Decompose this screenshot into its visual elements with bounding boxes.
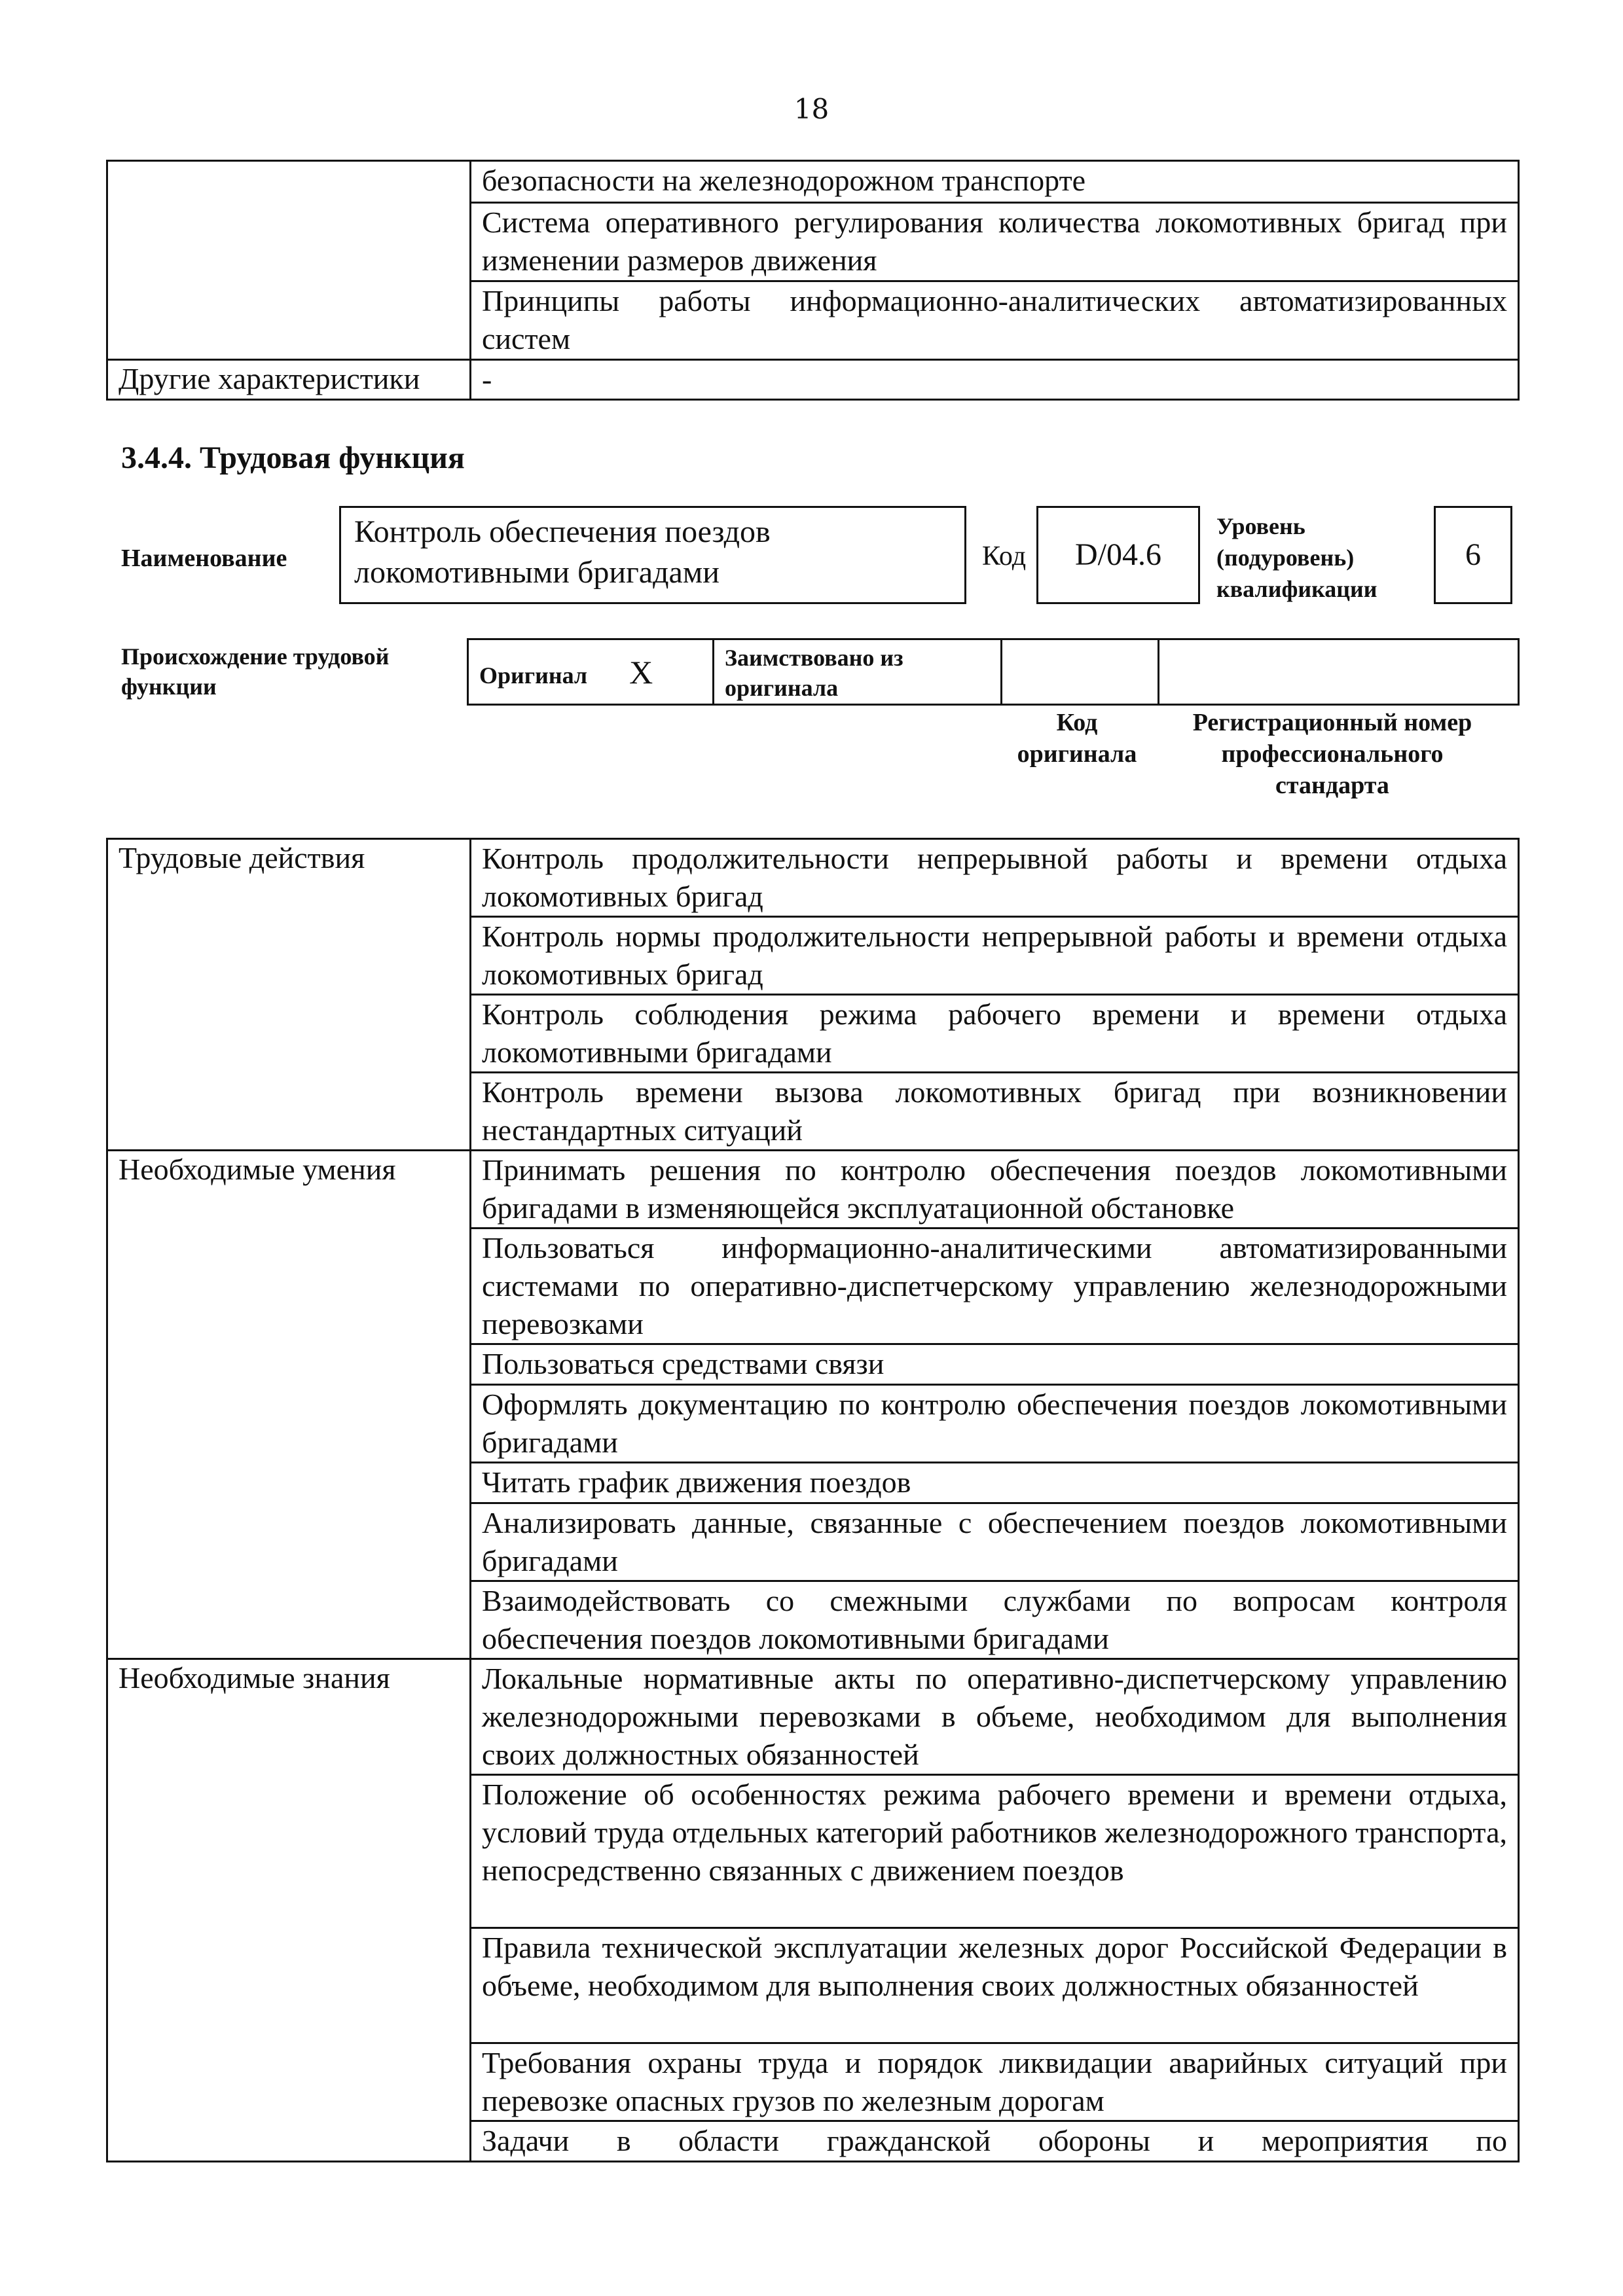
code-original-caption: Код оригинала: [1017, 709, 1137, 768]
knowledge-item: безопасности на железнодорожном транспорте: [471, 161, 1519, 203]
required-skills-label: Необходимые умения: [107, 1151, 471, 1659]
empty-label-cell: [107, 161, 471, 360]
skill-item: Анализировать данные, связанные с обеспечением поездов локомотивными бригадами: [471, 1503, 1519, 1581]
labor-action-item: Контроль нормы продолжительности непрерывной работы и времени отдыха локомотивных бригад: [471, 917, 1519, 995]
knowledge-item: Правила технической эксплуатации железных дорог Российской Федерации в объеме, необходимом для выполнения своих должностных обязанностей: [471, 1928, 1519, 2043]
borrowed-label: Заимствовано из оригинала: [725, 645, 903, 701]
level-box: [1434, 506, 1512, 604]
function-name: Контроль обеспечения поездов локомотивными бригадами: [354, 514, 771, 590]
level-label: Уровень (подуровень) квалификации: [1216, 513, 1377, 602]
labor-action-item: Контроль времени вызова локомотивных бригад при возникновении нестандартных ситуаций: [471, 1073, 1519, 1151]
top-characteristics-table: [106, 160, 1520, 401]
required-knowledge-label: Необходимые знания: [107, 1659, 471, 2162]
origin-table: [467, 638, 1520, 706]
labor-actions-label: Трудовые действия: [107, 839, 471, 1151]
original-mark: X: [629, 653, 653, 691]
section-title: 3.4.4. Трудовая функция: [121, 440, 465, 475]
original-code-cell: [1002, 639, 1159, 705]
code-box: [1036, 506, 1200, 604]
skill-item: Читать график движения поездов: [471, 1463, 1519, 1503]
knowledge-item: Положение об особенностях режима рабочего времени и времени отдыха, условий труда отдельных категорий работников железнодорожного транспорта, непосредственно связанных с движением поездов: [471, 1775, 1519, 1928]
skill-item: Пользоваться информационно-аналитическими автоматизированными системами по оперативно-диспетчерскому управлению железнодорожными перевозками: [471, 1229, 1519, 1344]
original-cell: [468, 639, 714, 705]
registration-number-cell: [1159, 639, 1519, 705]
code-label: Код: [982, 541, 1027, 571]
knowledge-item: Задачи в области гражданской обороны и мероприятия по: [471, 2121, 1519, 2162]
knowledge-item: Требования охраны труда и порядок ликвидации аварийных ситуаций при перевозке опасных грузов по железным дорогам: [471, 2043, 1519, 2121]
code-value: D/04.6: [1075, 537, 1161, 572]
labor-function-table: [106, 838, 1520, 2162]
skill-item: Принимать решения по контролю обеспечения поездов локомотивными бригадами в изменяющейся эксплуатационной обстановке: [471, 1151, 1519, 1229]
level-value: 6: [1465, 537, 1481, 572]
borrowed-cell: [714, 639, 1002, 705]
skill-item: Пользоваться средствами связи: [471, 1344, 1519, 1385]
labor-action-item: Контроль продолжительности непрерывной работы и времени отдыха локомотивных бригад: [471, 839, 1519, 917]
registration-number-caption: Регистрационный номер профессионального стандарта: [1192, 709, 1472, 799]
labor-action-item: Контроль соблюдения режима рабочего времени и времени отдыха локомотивными бригадами: [471, 995, 1519, 1073]
page-number: 18: [793, 93, 830, 125]
function-name-box: [339, 506, 966, 604]
knowledge-item: Локальные нормативные акты по оперативно-диспетчерскому управлению железнодорожными перевозками в объеме, необходимом для выполнения своих должностных обязанностей: [471, 1659, 1519, 1775]
knowledge-item: Система оперативного регулирования количества локомотивных бригад при изменении размеров движения: [471, 203, 1519, 281]
name-label: Наименование: [121, 545, 287, 572]
other-characteristics-value: -: [471, 360, 1519, 400]
origin-label: Происхождение трудовой функции: [121, 643, 390, 700]
skill-item: Взаимодействовать со смежными службами по вопросам контроля обеспечения поездов локомотивными бригадами: [471, 1581, 1519, 1659]
other-characteristics-label: Другие характеристики: [107, 360, 471, 400]
knowledge-item: Принципы работы информационно-аналитических автоматизированных систем: [471, 281, 1519, 360]
original-label: Оригинал: [479, 662, 588, 689]
skill-item: Оформлять документацию по контролю обеспечения поездов локомотивными бригадами: [471, 1385, 1519, 1463]
